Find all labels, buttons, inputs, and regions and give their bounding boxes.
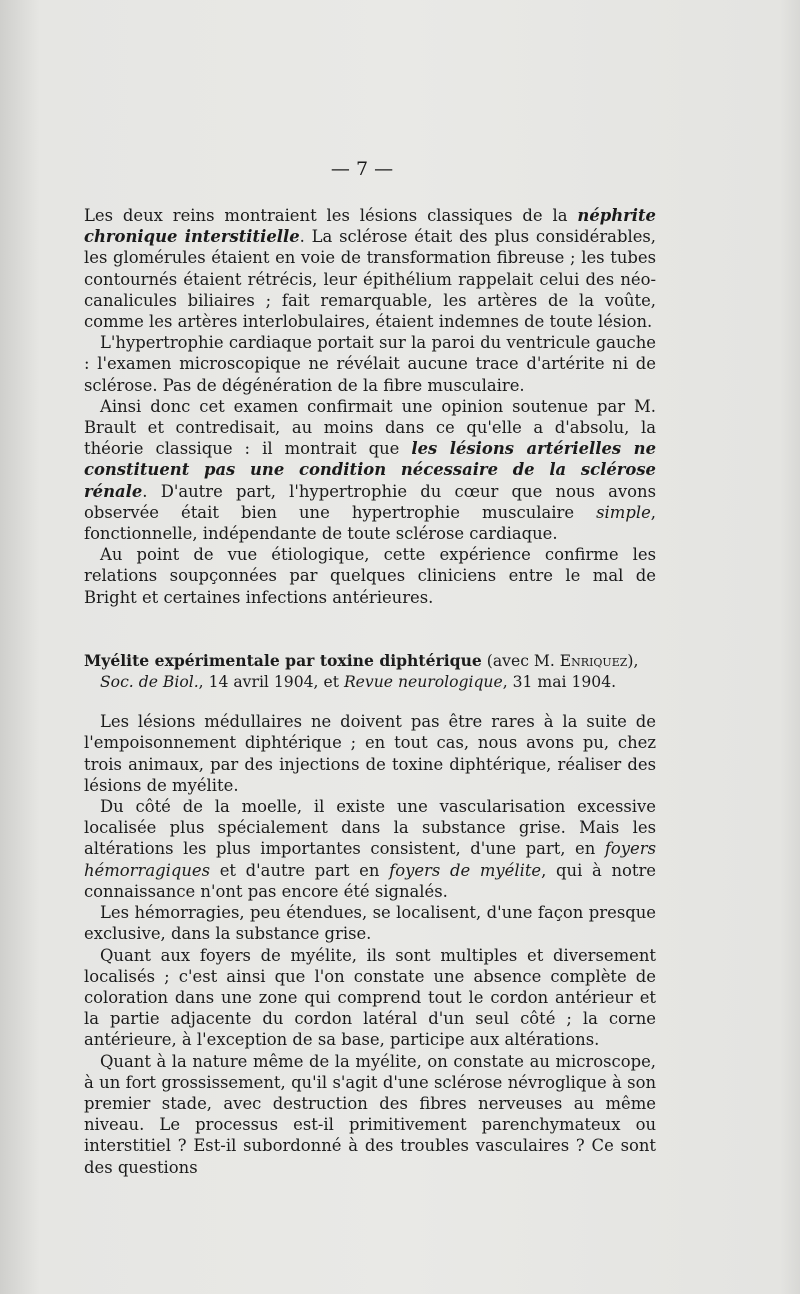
text-run: , qui à notre connaissance n'ont pas encore été signalés. [84,860,657,901]
text-run: (avec M. [481,651,560,670]
body-text [84,205,656,1178]
journal-name: Soc. de Biol. [100,673,199,692]
page-number: — 7 — [330,158,394,180]
section-heading [84,650,656,693]
paragraph-conclusion [84,396,656,544]
paragraph-myelitis-foci: Quant aux foyers de myélite, ils sont multiples et diversement localisés ; c'est ainsi que l'on constate une absence complète de coloration dans une zone qui comprend tout le cordon antérieur et la partie adjacente du cordon latéral d'un seul côté ; la corne antérieure, à l'exception de sa base, participe aux altérations. [84,945,656,1050]
paragraph-etiology: Au point de vue étiologique, cette expérience confirme les relations soupçonnées par quelques cliniciens entre le mal de Bright et certaines infections antérieures. [84,545,656,607]
paragraph-medullary-lesions: Les lésions médullaires ne doivent pas être rares à la suite de l'empoisonnement diphtérique ; en tout cas, nous avons pu, chez trois animaux, par des injections de toxine diphtérique, réaliser des lésions de myélite. [84,712,656,795]
paragraph-hemorrhages: Les hémorragies, peu étendues, se localisent, d'une façon presque exclusive, dans la substance grise. [84,903,656,944]
text-run: et d'autre part en [210,860,390,880]
text-run: Du côté de la moelle, il existe une vascularisation excessive localisée plus spécialement dans la substance grise. Mais les altérations les plus importantes consistent, d'une part, en [84,797,656,859]
journal-name: Revue neurologique [343,673,503,692]
emphasis-term: néphrite chronique interstitielle [84,206,656,247]
heading-author: Enriquez [559,651,628,670]
emphasis-term: les lésions artérielles ne constituent pas une condition nécessaire de la sclérose rénale [84,439,656,501]
heading-reference [84,672,656,693]
paragraph-spinal-cord [84,796,656,902]
text-run: . D'autre part, l'hypertrophie du cœur que nous avons observée était bien une hypertrophie musculaire [84,481,656,522]
paragraph-kidney-lesions [84,205,656,332]
paragraph-myelitis-nature: Quant à la nature même de la myélite, on constate au microscope, à un fort grossissement, qu'il s'agit d'une sclérose névroglique à son premier stade, avec destruction des fibres nerveuses au même niveau. Le processus est-il primitivement parenchymateux ou interstitiel ? Est-il subordonné à des troubles vasculaires ? Ce sont des questions [84,1051,656,1177]
text-run: Ainsi donc cet examen confirmait une opinion soutenue par M. Brault et contredisait, au moins dans ce qu'elle a d'absolu, la théorie classique : il montrait que [84,396,656,459]
text-run: . La sclérose était des plus considérables, les glomérules étaient en voie de transformation fibreuse ; les tubes contournés étaient rétrécis, leur épithélium rappelait celui des néo-canalicules biliaires ; fait remarquable, les artères de la voûte, comme les artères interlobulaires, étaient indemnes de toute lésion. [84,227,657,332]
text-run: Les deux reins montraient les lésions classiques de la [84,206,578,225]
text-run: ), [627,651,639,670]
spacer [84,693,656,711]
text-run: , fonctionnelle, indépendante de toute sclérose cardiaque. [84,502,656,544]
heading-title: Myélite expérimentale par toxine diphtérique [84,650,482,670]
text-run: , 31 mai 1904. [502,673,617,692]
text-run: , 14 avril 1904, et [198,673,344,692]
emphasis-term: foyers de myélite [389,860,542,880]
emphasis-term: simple [596,502,651,522]
paragraph-cardiac-hypertrophy: L'hypertrophie cardiaque portait sur la paroi du ventricule gauche : l'examen microscopique ne révélait aucune trace d'artérite ni de sclérose. Pas de dégénération de la fibre musculaire. [84,333,656,395]
emphasis-term: foyers hémorragiques [84,839,656,880]
